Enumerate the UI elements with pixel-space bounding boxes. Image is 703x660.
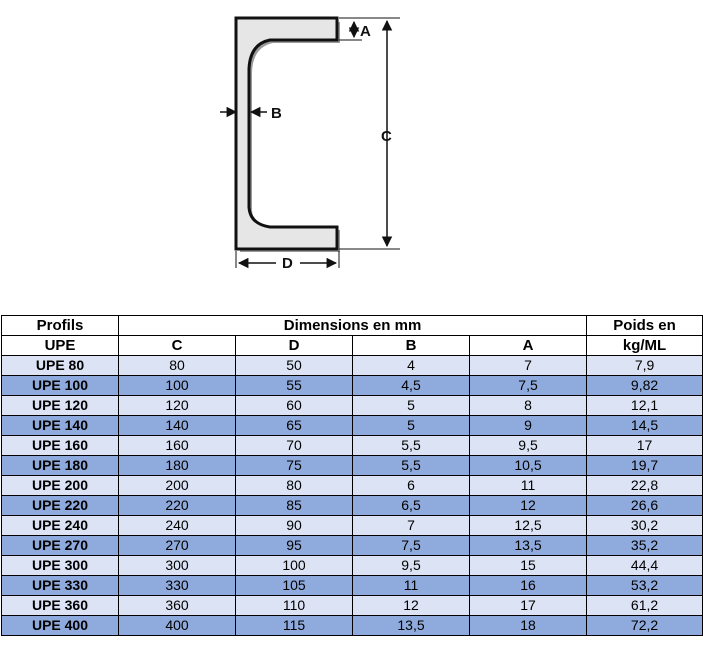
cell-c: 240 (119, 516, 236, 536)
cell-d: 105 (236, 576, 353, 596)
cell-a: 9 (470, 416, 587, 436)
cell-c: 270 (119, 536, 236, 556)
table-row (2, 456, 703, 476)
cell-poids: 22,8 (587, 476, 703, 496)
cell-d: 75 (236, 456, 353, 476)
cell-profil: UPE 400 (2, 616, 119, 636)
cell-a: 10,5 (470, 456, 587, 476)
table-body (2, 356, 703, 636)
cell-b: 7 (353, 516, 470, 536)
header-dimensions: Dimensions en mm (119, 316, 587, 336)
header-kgml: kg/ML (587, 336, 703, 356)
dimension-a-label: A (360, 23, 371, 40)
cell-poids: 72,2 (587, 616, 703, 636)
cell-a: 15 (470, 556, 587, 576)
cell-poids: 44,4 (587, 556, 703, 576)
cell-c: 330 (119, 576, 236, 596)
cell-b: 11 (353, 576, 470, 596)
table-row (2, 516, 703, 536)
table-row (2, 576, 703, 596)
cell-c: 300 (119, 556, 236, 576)
dimension-b-label: B (271, 105, 282, 122)
cell-profil: UPE 330 (2, 576, 119, 596)
cell-d: 55 (236, 376, 353, 396)
table-row (2, 536, 703, 556)
cell-b: 5,5 (353, 436, 470, 456)
cell-c: 120 (119, 396, 236, 416)
cell-poids: 35,2 (587, 536, 703, 556)
cell-d: 60 (236, 396, 353, 416)
profile-shadow (240, 22, 340, 252)
cell-c: 220 (119, 496, 236, 516)
cell-a: 9,5 (470, 436, 587, 456)
cell-b: 6 (353, 476, 470, 496)
cell-c: 160 (119, 436, 236, 456)
cell-d: 100 (236, 556, 353, 576)
cell-d: 70 (236, 436, 353, 456)
cell-poids: 19,7 (587, 456, 703, 476)
cell-a: 17 (470, 596, 587, 616)
table-header-row-2 (2, 336, 703, 356)
dimension-c (339, 21, 400, 249)
cell-a: 7,5 (470, 376, 587, 396)
cell-c: 200 (119, 476, 236, 496)
cell-a: 7 (470, 356, 587, 376)
cell-a: 12 (470, 496, 587, 516)
dimension-d-label: D (282, 255, 293, 272)
table-row (2, 416, 703, 436)
cell-b: 5 (353, 416, 470, 436)
cell-d: 115 (236, 616, 353, 636)
cell-profil: UPE 360 (2, 596, 119, 616)
dimension-c-label: C (381, 128, 392, 145)
cell-a: 11 (470, 476, 587, 496)
cell-b: 6,5 (353, 496, 470, 516)
table-row (2, 496, 703, 516)
cell-b: 7,5 (353, 536, 470, 556)
header-col-d: D (236, 336, 353, 356)
cell-poids: 12,1 (587, 396, 703, 416)
cell-profil: UPE 120 (2, 396, 119, 416)
cell-c: 360 (119, 596, 236, 616)
cell-profil: UPE 200 (2, 476, 119, 496)
table-row (2, 596, 703, 616)
cell-profil: UPE 140 (2, 416, 119, 436)
cell-c: 100 (119, 376, 236, 396)
cell-b: 4,5 (353, 376, 470, 396)
cell-b: 12 (353, 596, 470, 616)
cell-poids: 17 (587, 436, 703, 456)
cell-c: 80 (119, 356, 236, 376)
header-profils: Profils (2, 316, 119, 336)
table-row (2, 376, 703, 396)
cell-a: 18 (470, 616, 587, 636)
cell-profil: UPE 100 (2, 376, 119, 396)
header-col-c: C (119, 336, 236, 356)
cell-b: 4 (353, 356, 470, 376)
cell-a: 12,5 (470, 516, 587, 536)
upe-dimensions-table (1, 315, 703, 636)
cell-d: 50 (236, 356, 353, 376)
cell-profil: UPE 240 (2, 516, 119, 536)
table-row (2, 356, 703, 376)
cell-a: 8 (470, 396, 587, 416)
header-upe: UPE (2, 336, 119, 356)
cell-a: 13,5 (470, 536, 587, 556)
table-row (2, 556, 703, 576)
cell-d: 85 (236, 496, 353, 516)
cell-c: 180 (119, 456, 236, 476)
dimension-d (236, 251, 339, 272)
header-col-b: B (353, 336, 470, 356)
cell-d: 80 (236, 476, 353, 496)
table-row (2, 476, 703, 496)
table-row (2, 396, 703, 416)
cell-profil: UPE 300 (2, 556, 119, 576)
cell-c: 400 (119, 616, 236, 636)
cell-d: 95 (236, 536, 353, 556)
header-col-a: A (470, 336, 587, 356)
header-poids: Poids en (587, 316, 703, 336)
cell-poids: 30,2 (587, 516, 703, 536)
cell-profil: UPE 180 (2, 456, 119, 476)
cell-d: 90 (236, 516, 353, 536)
cell-b: 9,5 (353, 556, 470, 576)
cell-poids: 9,82 (587, 376, 703, 396)
cell-b: 5,5 (353, 456, 470, 476)
cell-poids: 26,6 (587, 496, 703, 516)
table-row (2, 616, 703, 636)
upe-profile-diagram (0, 0, 703, 280)
cell-poids: 7,9 (587, 356, 703, 376)
table-row (2, 436, 703, 456)
cell-c: 140 (119, 416, 236, 436)
cell-profil: UPE 160 (2, 436, 119, 456)
cell-d: 65 (236, 416, 353, 436)
cell-d: 110 (236, 596, 353, 616)
cell-a: 16 (470, 576, 587, 596)
cell-profil: UPE 80 (2, 356, 119, 376)
cell-profil: UPE 270 (2, 536, 119, 556)
cell-b: 5 (353, 396, 470, 416)
cell-poids: 61,2 (587, 596, 703, 616)
cell-poids: 14,5 (587, 416, 703, 436)
table-header-row-1 (2, 316, 703, 336)
dimension-a (339, 18, 400, 40)
cell-poids: 53,2 (587, 576, 703, 596)
cell-b: 13,5 (353, 616, 470, 636)
cell-profil: UPE 220 (2, 496, 119, 516)
